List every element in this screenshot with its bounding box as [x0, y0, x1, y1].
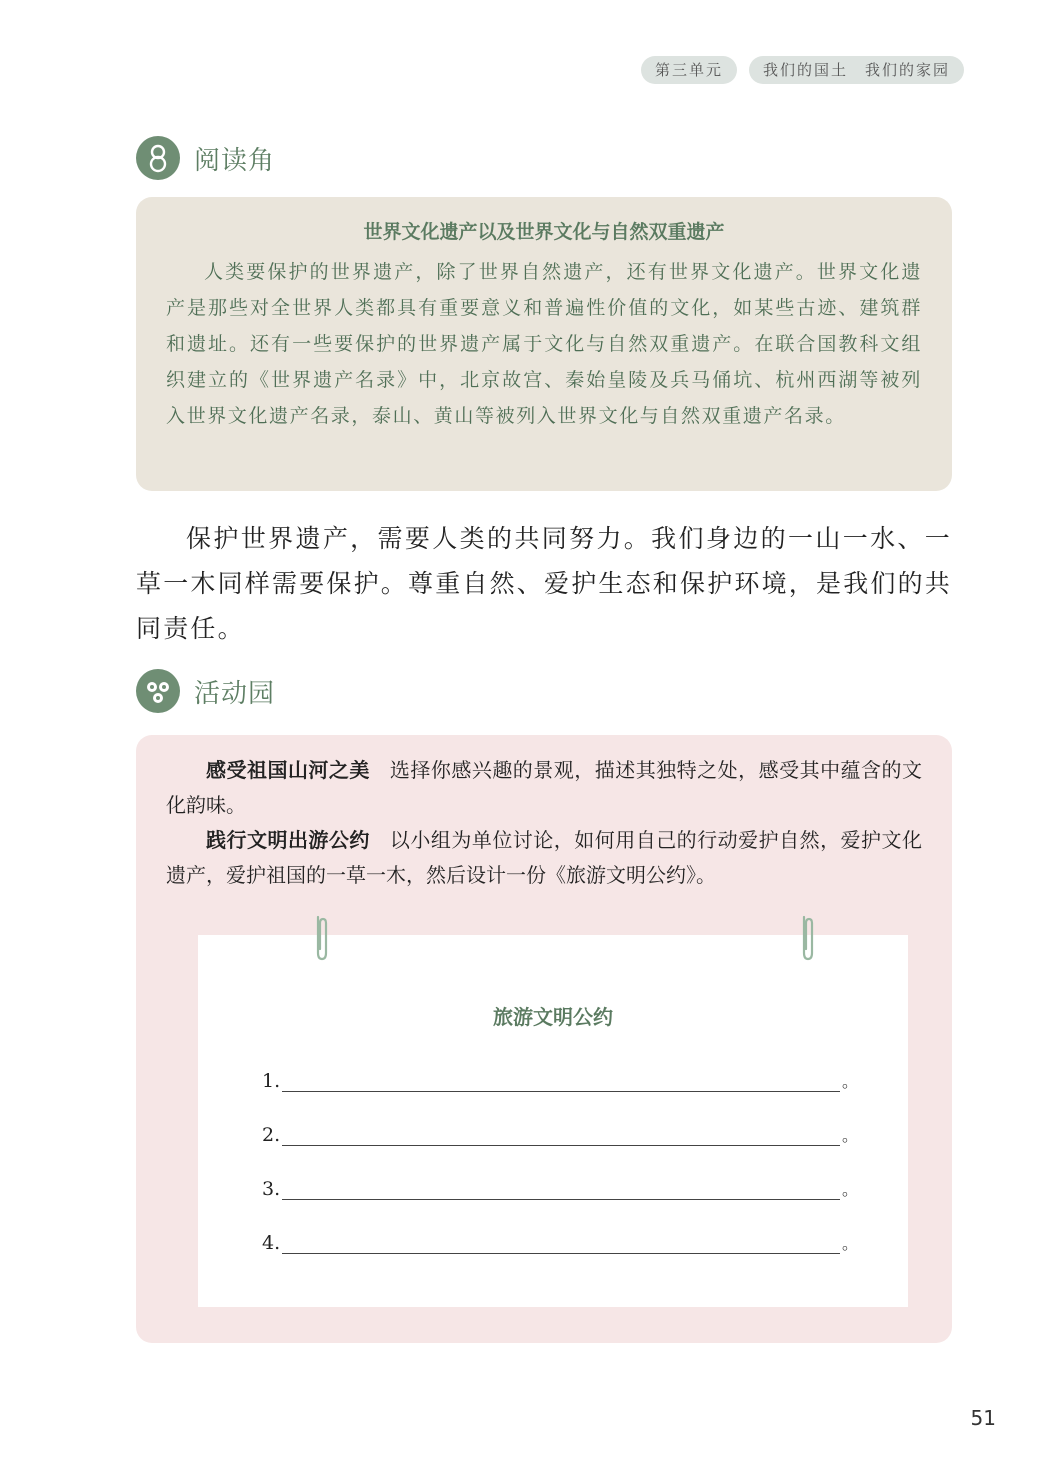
activity-item-2 — [166, 823, 922, 893]
paperclip-icon — [798, 913, 818, 963]
unit-tag: 第三单元 — [641, 56, 737, 84]
convention-line-3 — [262, 1177, 858, 1200]
line-blank[interactable] — [282, 1069, 840, 1092]
unit-title-tag: 我们的国土 我们的家园 — [749, 56, 964, 84]
convention-title: 旅游文明公约 — [493, 1005, 613, 1029]
activity-section-heading — [136, 669, 275, 713]
convention-line-1 — [262, 1069, 858, 1092]
reading-section-heading — [136, 136, 275, 180]
reading-section-title: 阅读角 — [194, 145, 276, 176]
reading-box-text: 人类要保护的世界遗产，除了世界自然遗产，还有世界文化遗产。世界文化遗产是那些对全世界人类都具有重要意义和普遍性价值的文化，如某些古迹、建筑群和遗址。还有一些要保护的世界遗产属于文化与自然双重遗产。在联合国教科文组织建立的《世界遗产名录》中，北京故宫、秦始皇陵及兵马俑坑、杭州西湖等被列入世界文化遗产名录，泰山、黄山等被列入世界文化与自然双重遗产名录。 — [166, 261, 922, 427]
line-number: 2. — [262, 1124, 281, 1146]
activity-item-2-text: 以小组为单位讨论，如何用自己的行动爱护自然，爱护文化遗产，爱护祖国的一草一木，然后设计一份《旅游文明公约》。 — [166, 828, 923, 887]
activity-hands-icon — [136, 669, 180, 713]
reading-box-title: 世界文化遗产以及世界文化与自然双重遗产 — [363, 221, 725, 243]
activity-item-1-text: 选择你感兴趣的景观，描述其独特之处，感受其中蕴含的文化韵味。 — [166, 758, 923, 817]
paperclip-icon — [312, 913, 332, 963]
activity-item-1 — [166, 753, 922, 823]
line-number: 4. — [262, 1232, 281, 1254]
line-end-mark: 。 — [842, 1126, 859, 1145]
main-paragraph: 保护世界遗产，需要人类的共同努力。我们身边的一山一水、一草一木同样需要保护。尊重自然、爱护生态和保护环境，是我们的共同责任。 — [136, 524, 953, 643]
activity-box — [136, 735, 952, 1343]
line-end-mark: 。 — [842, 1234, 859, 1253]
line-blank[interactable] — [282, 1177, 840, 1200]
activity-item-1-title: 感受祖国山河之美 — [206, 758, 370, 782]
line-end-mark: 。 — [842, 1072, 859, 1091]
convention-line-4 — [262, 1231, 858, 1254]
page-number: 51 — [970, 1406, 996, 1430]
line-blank[interactable] — [282, 1231, 840, 1254]
activity-item-2-title: 践行文明出游公约 — [206, 828, 370, 852]
activity-section-title: 活动园 — [194, 678, 276, 709]
line-number: 3. — [262, 1178, 281, 1200]
convention-line-2 — [262, 1123, 858, 1146]
line-number: 1. — [262, 1070, 281, 1092]
header-tags — [641, 56, 964, 84]
reading-box — [136, 197, 952, 491]
line-blank[interactable] — [282, 1123, 840, 1146]
convention-paper — [198, 935, 908, 1307]
line-end-mark: 。 — [842, 1180, 859, 1199]
reading-icon — [136, 136, 180, 180]
